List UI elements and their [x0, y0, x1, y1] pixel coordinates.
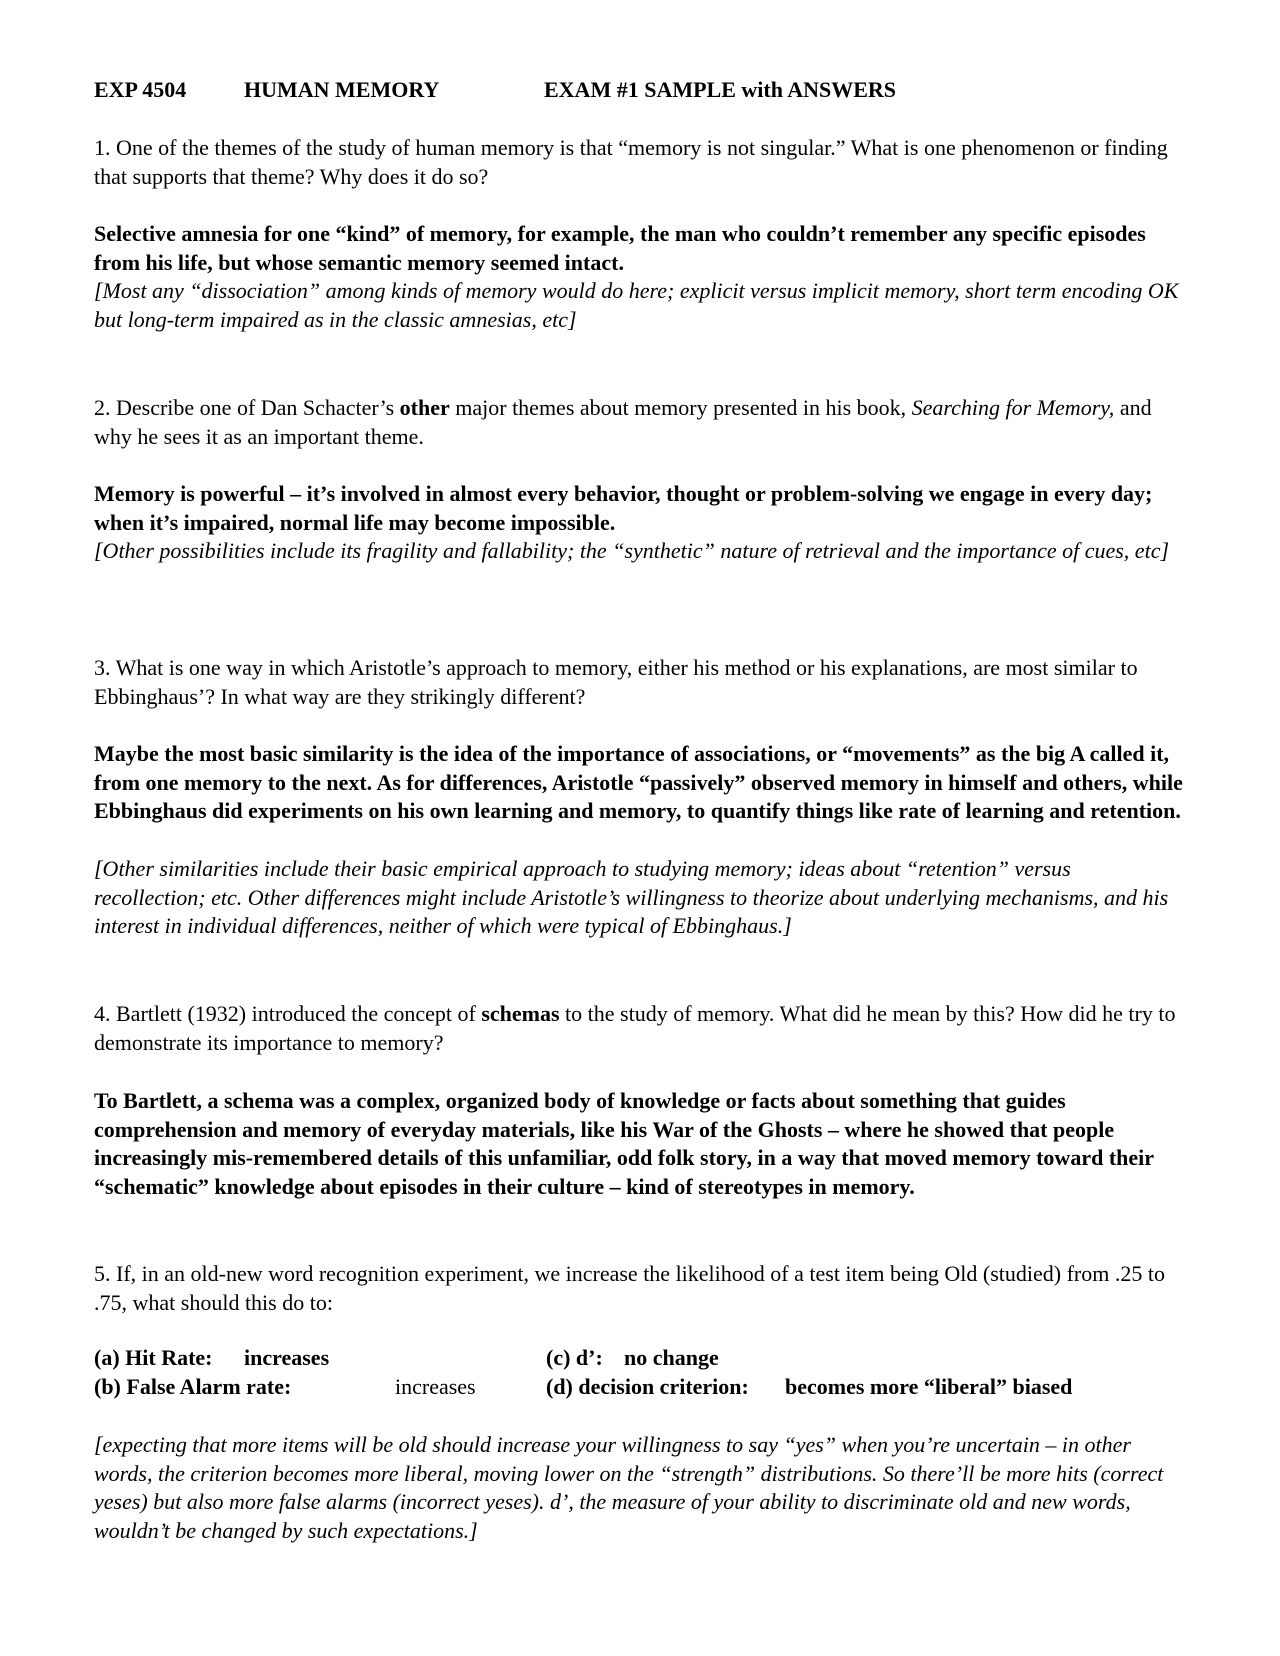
answer-4: To Bartlett, a schema was a complex, organized body of knowledge or facts about something that guides comprehension and memory of everyday materials, like his War of the Ghosts – where he showed that people increasingly mis-remembered details of this unfamiliar, odd folk story, in a way that moved memory toward their “schematic” knowledge about episodes in their culture – kind of stereotypes in memory. — [94, 1088, 1154, 1199]
false-alarm-label: (b) False Alarm rate: — [94, 1374, 292, 1399]
answer-1: Selective amnesia for one “kind” of memory, for example, the man who couldn’t remember any specific episodes from his life, but whose semantic memory seemed intact. — [94, 221, 1146, 275]
question-2-text-a: 2. Describe one of Dan Schacter’s — [94, 395, 400, 420]
question-4-emphasis: schemas — [481, 1001, 560, 1026]
question-5: 5. If, in an old-new word recognition experiment, we increase the likelihood of a test item being Old (studied) from .25 to .75, what should this do to: — [94, 1261, 1165, 1315]
note-3: [Other similarities include their basic empirical approach to studying memory; ideas about “retention” versus recollection; etc. Other differences might include Aristotle’s willingness to theorize about underlying mechanisms, and his interest in individual differences, neither of which were typical of Ebbinghaus.] — [94, 856, 1169, 938]
question-2 — [94, 394, 1184, 451]
answer-2: Memory is powerful – it’s involved in almost every behavior, thought or problem-solving we engage in every day; when it’s impaired, normal life may become impossible. — [94, 481, 1153, 535]
question-4-text-b: to the study of memory. What did he mean by this? How did he try to demonstrate its importance to memory? — [94, 1001, 1176, 1055]
hit-rate-value: increases — [244, 1345, 330, 1370]
dprime-label: (c) d’: — [546, 1345, 603, 1370]
page-header — [94, 76, 1184, 106]
course-title: HUMAN MEMORY — [244, 77, 440, 102]
question-4 — [94, 1000, 1184, 1057]
note-5: [expecting that more items will be old should increase your willingness to say “yes” when you’re uncertain – in other words, the criterion becomes more liberal, moving lower on the “strength” distributions. So there’ll be more hits (correct yeses) but also more false alarms (incorrect yeses). d’, the measure of your ability to discriminate old and new words, wouldn’t be changed by such expectations.] — [94, 1432, 1164, 1543]
answer-3: Maybe the most basic similarity is the idea of the importance of associations, or “movements” as the big A called it, from one memory to the next. As for differences, Aristotle “passively” observed memory in himself and others, while Ebbinghaus did experiments on his own learning and memory, to quantify things like rate of learning and retention. — [94, 741, 1183, 823]
exam-title: EXAM #1 SAMPLE with ANSWERS — [544, 77, 897, 102]
question-2-text-c: and why he sees it as an important theme. — [94, 395, 1152, 449]
hit-rate-label: (a) Hit Rate: — [94, 1345, 213, 1370]
dprime-value: no change — [624, 1345, 719, 1370]
question-3: 3. What is one way in which Aristotle’s approach to memory, either his method or his explanations, are most similar to Ebbinghaus’? In what way are they strikingly different? — [94, 655, 1138, 709]
question-1: 1. One of the themes of the study of human memory is that “memory is not singular.” What is one phenomenon or finding that supports that theme? Why does it do so? — [94, 135, 1168, 189]
course-code: EXP 4504 — [94, 77, 187, 102]
false-alarm-value: increases — [395, 1374, 476, 1399]
book-title: Searching for Memory, — [911, 395, 1115, 420]
criterion-value: becomes more “liberal” biased — [785, 1374, 1073, 1399]
note-2: [Other possibilities include its fragility and fallability; the “synthetic” nature of retrieval and the importance of cues, etc] — [94, 538, 1170, 563]
question-2-emphasis: other — [399, 395, 450, 420]
question-2-text-b: major themes about memory presented in his book, — [449, 395, 912, 420]
criterion-label: (d) decision criterion: — [546, 1374, 749, 1399]
note-1: [Most any “dissociation” among kinds of memory would do here; explicit versus implicit memory, short term encoding OK but long-term impaired as in the classic amnesias, etc] — [94, 278, 1179, 332]
question-4-text-a: 4. Bartlett (1932) introduced the concept of — [94, 1001, 482, 1026]
